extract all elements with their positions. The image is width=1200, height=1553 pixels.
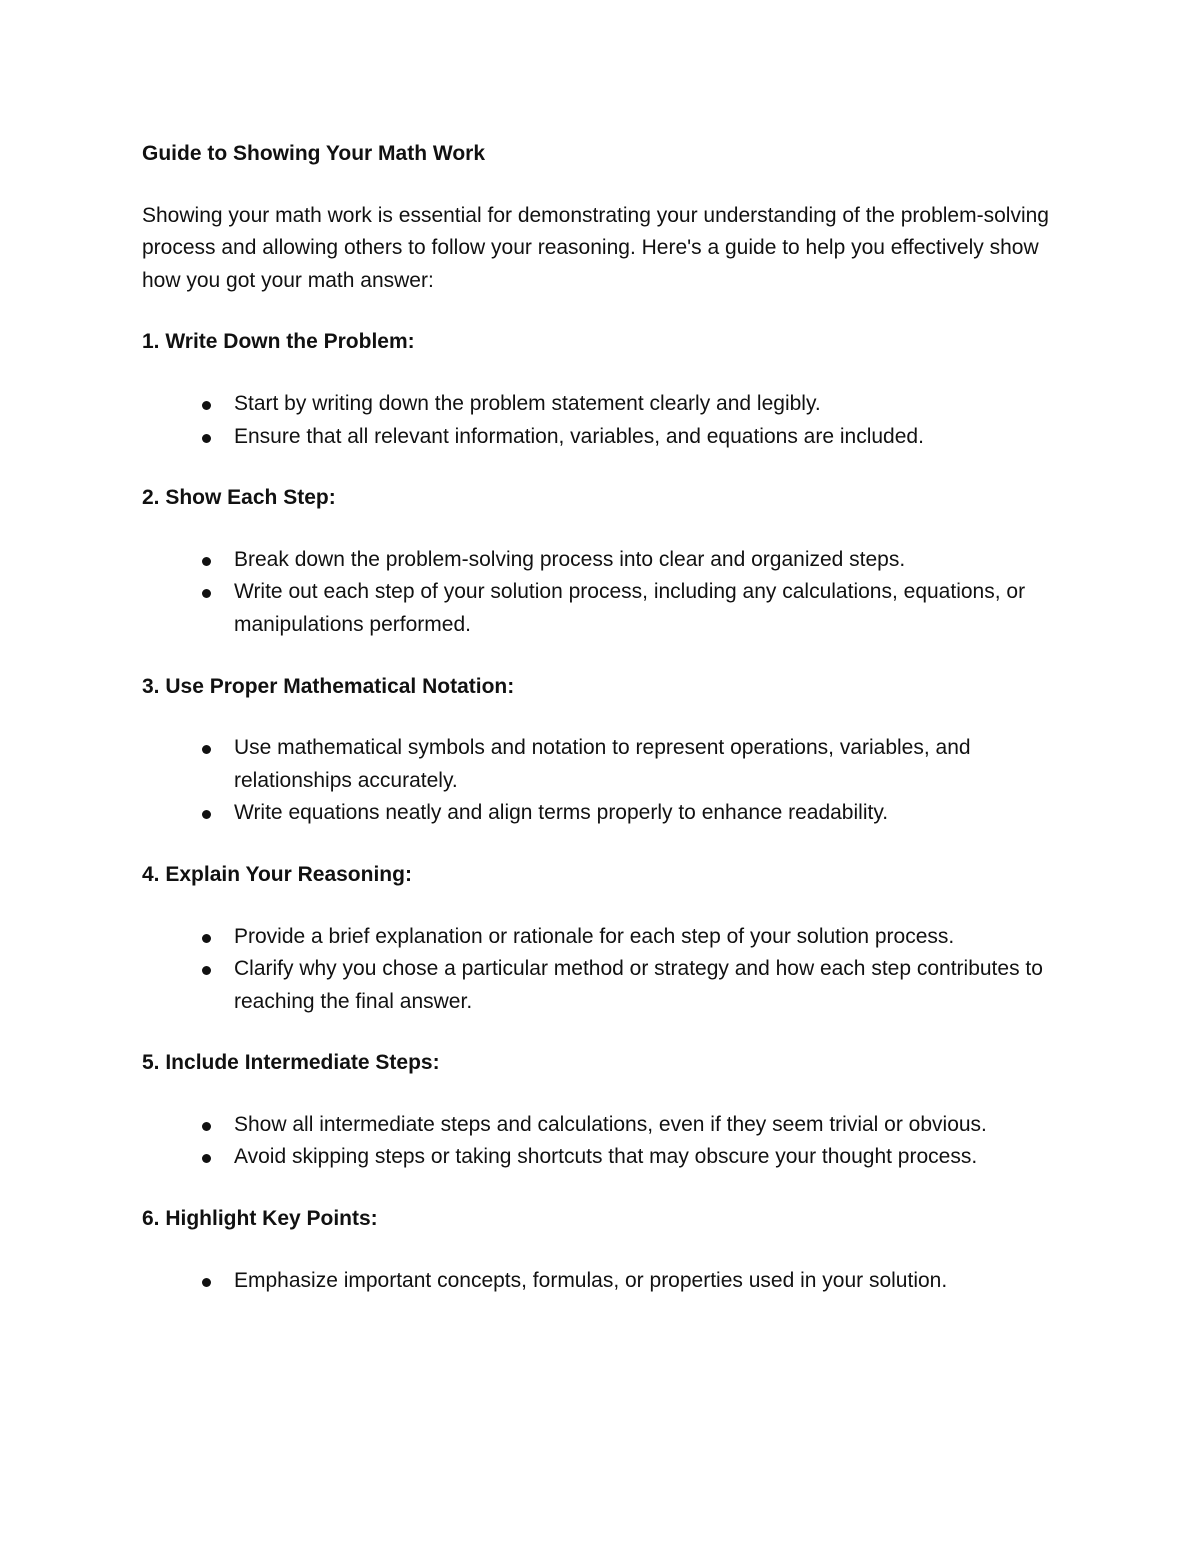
bullet-list: [142, 544, 1077, 642]
section-heading: 6. Highlight Key Points:: [142, 1207, 378, 1231]
bullet-item: [142, 732, 1077, 797]
bullet-text: Write out each step of your solution process, including any calculations, equations, or manipulations performed.: [234, 580, 1026, 636]
section-6: [142, 1203, 1077, 1297]
intro-paragraph: Showing your math work is essential for demonstrating your understanding of the problem-solving process and allowing others to follow your reasoning. Here's a guide to help you effectively show how you got your math answer:: [142, 203, 1049, 292]
section-heading: 5. Include Intermediate Steps:: [142, 1051, 440, 1075]
bullet-list: [142, 1265, 1077, 1298]
section-heading: 2. Show Each Step:: [142, 486, 336, 510]
bullet-icon: [202, 1154, 211, 1163]
bullet-item: [142, 921, 1077, 954]
bullet-text: Provide a brief explanation or rationale for each step of your solution process.: [234, 924, 955, 948]
section-1: [142, 326, 1077, 453]
bullet-item: [142, 576, 1077, 641]
bullet-list: [142, 388, 1077, 453]
bullet-icon: [202, 434, 211, 443]
bullet-item: [142, 953, 1077, 1018]
bullet-item: [142, 797, 1077, 830]
bullet-text: Ensure that all relevant information, variables, and equations are included.: [234, 424, 924, 448]
section-2: [142, 482, 1077, 641]
bullet-text: Avoid skipping steps or taking shortcuts that may obscure your thought process.: [234, 1145, 978, 1169]
bullet-icon: [202, 745, 211, 754]
bullet-icon: [202, 966, 211, 975]
bullet-list: [142, 732, 1077, 830]
document-content: [142, 138, 1077, 1326]
bullet-item: [142, 421, 1077, 454]
bullet-text: Clarify why you chose a particular method or strategy and how each step contributes to reaching the final answer.: [234, 957, 1043, 1013]
bullet-item: [142, 1109, 1077, 1142]
bullet-item: [142, 1265, 1077, 1298]
section-heading: 4. Explain Your Reasoning:: [142, 862, 412, 886]
bullet-icon: [202, 934, 211, 943]
section-heading: 1. Write Down the Problem:: [142, 330, 415, 354]
bullet-item: [142, 1141, 1077, 1174]
bullet-icon: [202, 1122, 211, 1131]
bullet-list: [142, 921, 1077, 1019]
document-title: Guide to Showing Your Math Work: [142, 142, 485, 165]
bullet-item: [142, 388, 1077, 421]
bullet-icon: [202, 810, 211, 819]
section-5: [142, 1047, 1077, 1174]
bullet-icon: [202, 557, 211, 566]
bullet-text: Write equations neatly and align terms properly to enhance readability.: [234, 801, 889, 825]
bullet-text: Emphasize important concepts, formulas, or properties used in your solution.: [234, 1268, 948, 1292]
bullet-icon: [202, 589, 211, 598]
bullet-list: [142, 1109, 1077, 1174]
section-3: [142, 671, 1077, 830]
bullet-text: Show all intermediate steps and calculations, even if they seem trivial or obvious.: [234, 1112, 987, 1136]
section-4: [142, 859, 1077, 1018]
bullet-text: Use mathematical symbols and notation to represent operations, variables, and relationships accurately.: [234, 736, 971, 792]
bullet-item: [142, 544, 1077, 577]
bullet-text: Start by writing down the problem statement clearly and legibly.: [234, 391, 821, 415]
bullet-text: Break down the problem-solving process into clear and organized steps.: [234, 547, 906, 571]
section-heading: 3. Use Proper Mathematical Notation:: [142, 674, 515, 698]
bullet-icon: [202, 401, 211, 410]
bullet-icon: [202, 1278, 211, 1287]
